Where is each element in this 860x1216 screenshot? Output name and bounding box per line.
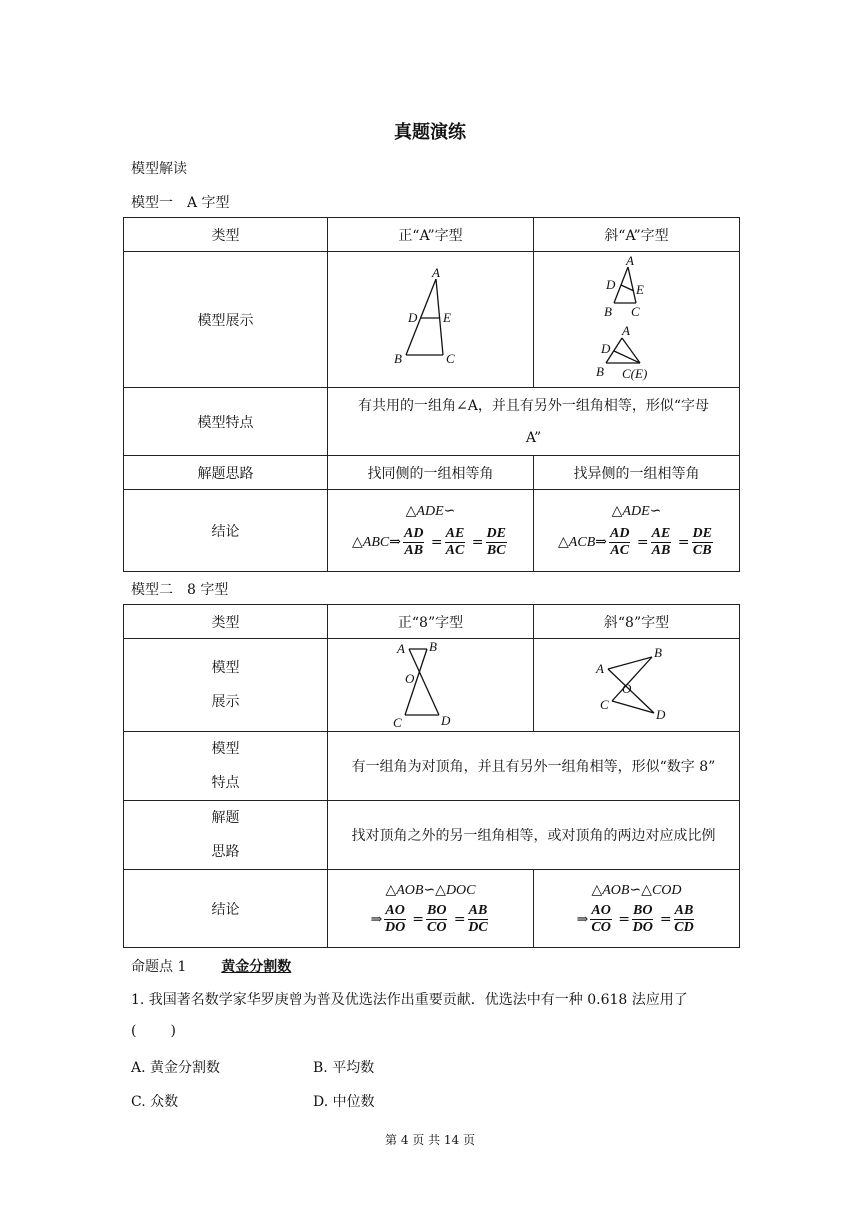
frac-num: AO <box>591 902 611 918</box>
slant-eight-label-d: D <box>655 707 665 722</box>
m2-conclusion-right: △AOB∽△COD ⇒ $\frac{AO}{CO}$ = $\frac{BO}{DO}$ = $\frac{AB}{CD}$ <box>534 870 740 948</box>
m1-concl-left-prefix: △ABC⇒ <box>352 534 401 550</box>
frac-den: CD <box>674 919 694 935</box>
frac-den: AB <box>651 542 671 558</box>
frac-den: BC <box>486 542 506 558</box>
m1-concl-right-prefix: △ACB⇒ <box>558 534 607 550</box>
m2-display-line1: 模型 <box>211 660 240 676</box>
frac-den: AB <box>404 542 424 558</box>
page-title: 真题演练 <box>394 122 466 143</box>
section-heading: 模型解读 <box>131 161 187 177</box>
m2-header-slant-8: 斜“8”字型 <box>534 605 740 639</box>
m2-header-8: 正“8”字型 <box>328 605 534 639</box>
option-a: A. 黄金分割数 <box>131 1060 221 1076</box>
a-fig-label-d: D <box>407 309 417 325</box>
frac <box>384 903 405 936</box>
frac-num: BO <box>427 902 447 918</box>
m2-conclusion-left: △AOB∽△DOC ⇒ $\frac{AO}{DO}$ = $\frac{BO}{CO}$ = $\frac{AB}{DC}$ <box>328 870 534 948</box>
m2-display-line2: 展示 <box>211 694 240 710</box>
option-c: C. 众数 <box>131 1094 179 1110</box>
m2-feature-line1: 模型 <box>211 741 240 757</box>
slant-top-label-e: E <box>635 281 644 297</box>
m1-header-a: 正“A”字型 <box>328 218 534 252</box>
option-b: B. 平均数 <box>313 1060 375 1076</box>
frac <box>609 526 630 559</box>
topic-line <box>131 956 291 976</box>
m2-concl-right-prefix: ⇒ <box>576 911 589 927</box>
topic-label: 命题点 1 <box>131 959 187 975</box>
m2-method-line1: 解题 <box>211 810 240 826</box>
m2-figure-slant-8-cell <box>534 639 740 732</box>
frac <box>651 526 672 559</box>
m1-row-method-label: 解题思路 <box>124 456 328 490</box>
m1-header-type: 类型 <box>124 218 328 252</box>
frac <box>590 903 611 936</box>
frac-den: CO <box>591 919 611 935</box>
model2-heading: 模型二 8 字型 <box>131 582 229 598</box>
m2-row-feature-label <box>124 732 328 801</box>
frac-num: AE <box>445 525 465 541</box>
slant-bottom-label-a: A <box>621 322 630 338</box>
frac <box>403 526 424 559</box>
frac-num: AO <box>385 902 405 918</box>
paren-open: ( <box>131 1023 137 1039</box>
m1-conclusion-left: △ADE∽ △ABC⇒ $\frac{AD}{AB}$ = $\frac{AE}{AC}$ = $\frac{DE}{BC}$ <box>328 490 534 572</box>
slant-top-label-b: B <box>603 303 612 319</box>
eight-shape-figure <box>391 639 471 727</box>
m1-feature-text <box>328 388 740 456</box>
frac-den: AC <box>610 542 630 558</box>
frac-num: BO <box>633 902 653 918</box>
m1-feature-line1: 有共用的一组角∠A，并且有另外一组角相等，形似“字母 <box>358 397 709 414</box>
m2-method-line2: 思路 <box>211 844 240 860</box>
m1-header-slant-a: 斜“A”字型 <box>534 218 740 252</box>
m1-concl-left-top: △ADE∽ <box>405 503 456 519</box>
frac-num: AB <box>674 902 694 918</box>
model1-heading: 模型一 A 字型 <box>131 195 230 211</box>
slant-eight-label-o: O <box>621 681 631 696</box>
m1-method-left: 找同侧的一组相等角 <box>328 456 534 490</box>
slant-eight-label-b: B <box>653 645 662 660</box>
m2-figure-8-cell <box>328 639 534 732</box>
frac-den: DC <box>468 919 488 935</box>
slant-bottom-label-d: D <box>600 340 610 356</box>
m1-concl-right-top: △ADE∽ <box>611 503 662 519</box>
frac-num: DE <box>692 525 712 541</box>
m1-conclusion-right: △ADE∽ △ACB⇒ $\frac{AD}{AC}$ = $\frac{AE}{AB}$ = $\frac{DE}{CB}$ <box>534 490 740 572</box>
m1-row-feature-label: 模型特点 <box>124 388 328 456</box>
m2-feature-line2: 特点 <box>211 775 240 791</box>
frac-den: DO <box>632 919 653 935</box>
eight-label-o: O <box>404 671 414 686</box>
frac-num: AD <box>609 525 630 541</box>
frac-den: DO <box>384 919 406 935</box>
m2-feature-text: 有一组角为对顶角，并且有另外一组角相等，形似“数字 8” <box>328 732 740 801</box>
frac-num: DE <box>486 525 506 541</box>
paren-close: ) <box>170 1023 176 1039</box>
slant-eight-label-c: C <box>599 697 609 712</box>
slant-bottom-label-b: B <box>595 363 604 379</box>
slant-eight-shape-figure <box>592 643 682 723</box>
frac-den: AC <box>445 542 465 558</box>
m1-row-conclusion-label: 结论 <box>124 490 328 572</box>
a-fig-label-c: C <box>445 350 455 366</box>
answer-paren <box>131 1023 176 1039</box>
frac-den: CB <box>692 542 712 558</box>
eight-label-b: B <box>428 639 437 654</box>
topic-title: 黄金分割数 <box>221 959 292 975</box>
a-fig-label-e: E <box>442 309 451 325</box>
a-fig-label-a: A <box>431 264 440 280</box>
frac <box>486 526 507 559</box>
m1-row-display-label: 模型展示 <box>124 252 328 388</box>
m2-header-type: 类型 <box>124 605 328 639</box>
slant-a-shape-figure <box>592 253 682 383</box>
frac <box>426 903 447 936</box>
frac <box>632 903 653 936</box>
eight-label-d: D <box>440 713 450 727</box>
m1-figure-slant-cell <box>534 252 740 388</box>
eight-label-a: A <box>396 641 405 656</box>
frac <box>468 903 489 936</box>
slant-top-label-c: C <box>630 303 640 319</box>
m2-concl-left-prefix: ⇒ <box>370 911 383 927</box>
m2-row-conclusion-label: 结论 <box>124 870 328 948</box>
frac-den: CO <box>427 919 447 935</box>
frac <box>692 526 713 559</box>
m1-feature-line2: A” <box>525 429 542 446</box>
frac-num: AB <box>468 902 488 918</box>
question-text: 1. 我国著名数学家华罗庚曾为普及优选法作出重要贡献．优选法中有一种 0.618 法应用了 <box>131 992 688 1008</box>
eight-label-c: C <box>392 715 402 727</box>
m2-row-display-label <box>124 639 328 732</box>
slant-eight-label-a: A <box>595 661 604 676</box>
model1-table <box>123 217 740 572</box>
option-d: D. 中位数 <box>313 1094 375 1110</box>
frac-num: AD <box>403 525 424 541</box>
slant-bottom-label-ce: C(E) <box>621 365 647 381</box>
frac <box>445 526 466 559</box>
page-footer: 第 4 页 共 14 页 <box>385 1133 475 1147</box>
m1-method-right: 找异侧的一组相等角 <box>534 456 740 490</box>
slant-top-label-a: A <box>625 252 634 268</box>
m2-method-text: 找对顶角之外的另一组角相等，或对顶角的两边对应成比例 <box>328 801 740 870</box>
frac <box>674 903 695 936</box>
m2-concl-right-top: △AOB∽△COD <box>591 882 682 898</box>
m2-row-method-label <box>124 801 328 870</box>
m2-concl-left-top: △AOB∽△DOC <box>385 882 476 898</box>
a-fig-label-b: B <box>393 350 402 366</box>
frac-num: AE <box>651 525 671 541</box>
a-shape-figure <box>381 263 481 373</box>
model2-table <box>123 604 740 948</box>
slant-top-label-d: D <box>605 276 615 292</box>
m1-figure-a-cell <box>328 252 534 388</box>
